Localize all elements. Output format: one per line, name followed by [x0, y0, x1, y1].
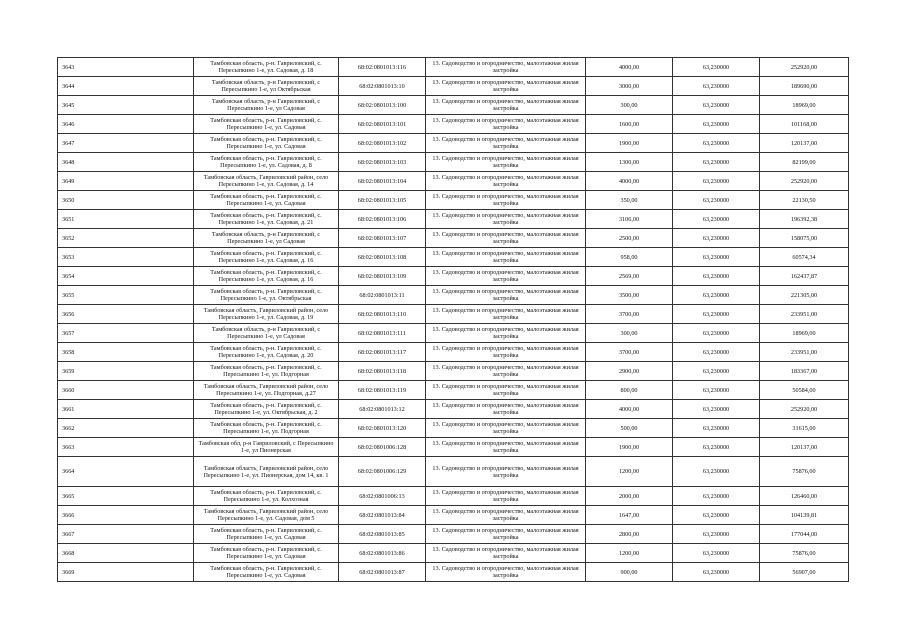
- cadastral-number-cell: 68:02:0801013:101: [339, 115, 426, 134]
- area-cell: 2000,00: [586, 487, 673, 506]
- specific-value-cell: 63,230000: [673, 381, 760, 400]
- cadastral-number-cell: 68:02:0801013:106: [339, 210, 426, 229]
- cadastral-value-cell: 22130,50: [760, 191, 849, 210]
- area-cell: 4000,00: [586, 400, 673, 419]
- cadastral-value-cell: 252920,00: [760, 172, 849, 191]
- row-number: 3654: [58, 267, 194, 286]
- table-row: [58, 438, 849, 457]
- cadastral-value-cell: 233951,00: [760, 343, 849, 362]
- land-use-cell: 13. Садоводство и огородничество, малоэтажная жилая застройка: [426, 381, 586, 400]
- area-cell: 3106,00: [586, 210, 673, 229]
- specific-value-cell: 63,230000: [673, 487, 760, 506]
- land-use-cell: 13. Садоводство и огородничество, малоэтажная жилая застройка: [426, 96, 586, 115]
- address-cell: Тамбовская область, р-н. Гавриловский, с. Пересыпкино 1-е, ул. Садовая: [194, 134, 339, 153]
- address-cell: Тамбовская область, р-н. Гавриловский, с. Пересыпкино 1-е, ул. Садовая: [194, 544, 339, 563]
- cadastral-number-cell: 68:02:0801013:120: [339, 419, 426, 438]
- area-cell: 1200,00: [586, 457, 673, 487]
- table-row: [58, 153, 849, 172]
- row-number: 3656: [58, 305, 194, 324]
- row-number: 3645: [58, 96, 194, 115]
- specific-value-cell: 63,230000: [673, 58, 760, 77]
- row-number: 3660: [58, 381, 194, 400]
- address-cell: Тамбовская область, Гавриловский район, село Пересыпкино 1-е, ул. Садовая, д. 19: [194, 305, 339, 324]
- cadastral-value-cell: 162437,87: [760, 267, 849, 286]
- cadastral-value-cell: 75876,00: [760, 457, 849, 487]
- row-number: 3657: [58, 324, 194, 343]
- specific-value-cell: 63,230000: [673, 525, 760, 544]
- cadastral-number-cell: 68:02:0801013:103: [339, 153, 426, 172]
- address-cell: Тамбовская область, р-н. Гавриловский, с. Пересыпкино 1-е, ул. Садовая: [194, 191, 339, 210]
- specific-value-cell: 63,230000: [673, 563, 760, 582]
- address-cell: Тамбовская область, р-н. Гавриловский, с. Пересыпкино 1-е, ул. Садовая, д. 16: [194, 267, 339, 286]
- cadastral-value-cell: 18969,00: [760, 96, 849, 115]
- table-row: [58, 563, 849, 582]
- table-row: [58, 324, 849, 343]
- area-cell: 3000,00: [586, 77, 673, 96]
- land-use-cell: 13. Садоводство и огородничество, малоэтажная жилая застройка: [426, 153, 586, 172]
- area-cell: 1300,00: [586, 153, 673, 172]
- cadastral-number-cell: 68:02:0801013:110: [339, 305, 426, 324]
- land-use-cell: 13. Садоводство и огородничество, малоэтажная жилая застройка: [426, 544, 586, 563]
- cadastral-value-cell: 126460,00: [760, 487, 849, 506]
- table-row: [58, 487, 849, 506]
- address-cell: Тамбовская область, р-н Гавриловский, с Пересыпкино 1-е, ул Садовая: [194, 229, 339, 248]
- cadastral-value-cell: 183367,00: [760, 362, 849, 381]
- cadastral-number-cell: 68:02:0801006:13: [339, 487, 426, 506]
- cadastral-number-cell: 68:02:0801013:105: [339, 191, 426, 210]
- table-row: [58, 419, 849, 438]
- cadastral-value-cell: 252920,00: [760, 58, 849, 77]
- row-number: 3668: [58, 544, 194, 563]
- area-cell: 2900,00: [586, 362, 673, 381]
- area-cell: 2800,00: [586, 525, 673, 544]
- specific-value-cell: 63,230000: [673, 210, 760, 229]
- row-number: 3651: [58, 210, 194, 229]
- table-row: [58, 115, 849, 134]
- table-row: [58, 172, 849, 191]
- specific-value-cell: 63,230000: [673, 153, 760, 172]
- address-cell: Тамбовская область, р-н. Гавриловский, с. Пересыпкино 1-е, ул. Садовая, д. 20: [194, 343, 339, 362]
- address-cell: Тамбовская обл, р-н Гавриловский, с Пересыпкино 1-е, ул Пионерская: [194, 438, 339, 457]
- land-use-cell: 13. Садоводство и огородничество, малоэтажная жилая застройка: [426, 305, 586, 324]
- land-use-cell: 13. Садоводство и огородничество, малоэтажная жилая застройка: [426, 563, 586, 582]
- cadastral-number-cell: 68:02:0801013:11: [339, 286, 426, 305]
- land-use-cell: 13. Садоводство и огородничество, малоэтажная жилая застройка: [426, 172, 586, 191]
- specific-value-cell: 63,230000: [673, 305, 760, 324]
- cadastral-number-cell: 68:02:0801013:10: [339, 77, 426, 96]
- table-row: [58, 134, 849, 153]
- specific-value-cell: 63,230000: [673, 343, 760, 362]
- specific-value-cell: 63,230000: [673, 438, 760, 457]
- address-cell: Тамбовская область, р-н. Гавриловский, с. Пересыпкино 1-е, ул. Садовая, д. 18: [194, 58, 339, 77]
- land-use-cell: 13. Садоводство и огородничество, малоэтажная жилая застройка: [426, 58, 586, 77]
- specific-value-cell: 63,230000: [673, 286, 760, 305]
- area-cell: 500,00: [586, 419, 673, 438]
- land-use-cell: 13. Садоводство и огородничество, малоэтажная жилая застройка: [426, 438, 586, 457]
- cadastral-value-cell: 31615,00: [760, 419, 849, 438]
- row-number: 3646: [58, 115, 194, 134]
- specific-value-cell: 63,230000: [673, 544, 760, 563]
- cadastral-value-cell: 56907,00: [760, 563, 849, 582]
- address-cell: Тамбовская область, р-н. Гавриловский, с. Пересыпкино 1-е, ул. Садовая: [194, 525, 339, 544]
- row-number: 3658: [58, 343, 194, 362]
- area-cell: 800,00: [586, 381, 673, 400]
- land-use-cell: 13. Садоводство и огородничество, малоэтажная жилая застройка: [426, 525, 586, 544]
- specific-value-cell: 63,230000: [673, 191, 760, 210]
- specific-value-cell: 63,230000: [673, 248, 760, 267]
- row-number: 3665: [58, 487, 194, 506]
- specific-value-cell: 63,230000: [673, 77, 760, 96]
- address-cell: Тамбовская область, р-н Гавриловский, с Пересыпкино 1-е, ул Октябрьская: [194, 77, 339, 96]
- cadastral-number-cell: 68:02:0801013:107: [339, 229, 426, 248]
- table-row: [58, 229, 849, 248]
- row-number: 3662: [58, 419, 194, 438]
- specific-value-cell: 63,230000: [673, 267, 760, 286]
- cadastral-value-cell: 50584,00: [760, 381, 849, 400]
- table-row: [58, 248, 849, 267]
- specific-value-cell: 63,230000: [673, 457, 760, 487]
- row-number: 3655: [58, 286, 194, 305]
- specific-value-cell: 63,230000: [673, 400, 760, 419]
- cadastral-number-cell: 68:02:0801006:129: [339, 457, 426, 487]
- cadastral-value-cell: 60574,34: [760, 248, 849, 267]
- land-use-cell: 13. Садоводство и огородничество, малоэтажная жилая застройка: [426, 506, 586, 525]
- cadastral-value-cell: 189690,00: [760, 77, 849, 96]
- address-cell: Тамбовская область, р-н. Гавриловский, с. Пересыпкино 1-е, ул. Садовая, д. 16: [194, 248, 339, 267]
- cadastral-number-cell: 68:02:0801013:100: [339, 96, 426, 115]
- address-cell: Тамбовская область, Гавриловский район, село Пересыпкино 1-е, ул. Подгорная, д.27: [194, 381, 339, 400]
- table-body: [58, 58, 849, 582]
- cadastral-number-cell: 68:02:0801013:109: [339, 267, 426, 286]
- address-cell: Тамбовская область, р-н. Гавриловский, с. Пересыпкино 1-е, ул. Октябрьская, д. 2: [194, 400, 339, 419]
- table-row: [58, 381, 849, 400]
- table-row: [58, 77, 849, 96]
- specific-value-cell: 63,230000: [673, 115, 760, 134]
- area-cell: 1200,00: [586, 544, 673, 563]
- land-use-cell: 13. Садоводство и огородничество, малоэтажная жилая застройка: [426, 115, 586, 134]
- row-number: 3648: [58, 153, 194, 172]
- land-use-cell: 13. Садоводство и огородничество, малоэтажная жилая застройка: [426, 267, 586, 286]
- specific-value-cell: 63,230000: [673, 172, 760, 191]
- table-row: [58, 343, 849, 362]
- area-cell: 3700,00: [586, 305, 673, 324]
- row-number: 3666: [58, 506, 194, 525]
- area-cell: 4000,00: [586, 58, 673, 77]
- table-row: [58, 400, 849, 419]
- cadastral-value-cell: 120137,00: [760, 438, 849, 457]
- cadastral-number-cell: 68:02:0801013:108: [339, 248, 426, 267]
- table-row: [58, 286, 849, 305]
- address-cell: Тамбовская область, р-н. Гавриловский, с. Пересыпкино 1-е, ул. Садовая, д. 8: [194, 153, 339, 172]
- cadastral-number-cell: 68:02:0801013:87: [339, 563, 426, 582]
- cadastral-value-cell: 158075,00: [760, 229, 849, 248]
- cadastral-value-cell: 82199,00: [760, 153, 849, 172]
- area-cell: 3500,00: [586, 286, 673, 305]
- area-cell: 2500,00: [586, 229, 673, 248]
- address-cell: Тамбовская область, р-н. Гавриловский, с. Пересыпкино 1-е, ул. Садовая, д. 21: [194, 210, 339, 229]
- area-cell: 300,00: [586, 96, 673, 115]
- table-row: [58, 96, 849, 115]
- land-use-cell: 13. Садоводство и огородничество, малоэтажная жилая застройка: [426, 248, 586, 267]
- area-cell: 1900,00: [586, 134, 673, 153]
- address-cell: Тамбовская область, Гавриловский район, село Пересыпкино 1-е, ул. Пионерская, дом 14, кв. 1: [194, 457, 339, 487]
- row-number: 3643: [58, 58, 194, 77]
- cadastral-number-cell: 68:02:0801006:128: [339, 438, 426, 457]
- specific-value-cell: 63,230000: [673, 362, 760, 381]
- area-cell: 2569,00: [586, 267, 673, 286]
- cadastral-value-cell: 75876,00: [760, 544, 849, 563]
- cadastral-number-cell: 68:02:0801013:118: [339, 362, 426, 381]
- land-use-cell: 13. Садоводство и огородничество, малоэтажная жилая застройка: [426, 77, 586, 96]
- address-cell: Тамбовская область, р-н Гавриловский, с Пересыпкино 1-е, ул Садовая: [194, 324, 339, 343]
- address-cell: Тамбовская область, р-н. Гавриловский, с. Пересыпкино 1-е, ул. Колхозная: [194, 487, 339, 506]
- row-number: 3644: [58, 77, 194, 96]
- area-cell: 4000,00: [586, 172, 673, 191]
- address-cell: Тамбовская область, р-н. Гавриловский, с. Пересыпкино 1-е, ул. Октябрьская: [194, 286, 339, 305]
- cadastral-number-cell: 68:02:0801013:84: [339, 506, 426, 525]
- row-number: 3669: [58, 563, 194, 582]
- land-use-cell: 13. Садоводство и огородничество, малоэтажная жилая застройка: [426, 457, 586, 487]
- cadastral-number-cell: 68:02:0801013:119: [339, 381, 426, 400]
- cadastral-number-cell: 68:02:0801013:85: [339, 525, 426, 544]
- table-row: [58, 506, 849, 525]
- land-use-cell: 13. Садоводство и огородничество, малоэтажная жилая застройка: [426, 362, 586, 381]
- table-row: [58, 544, 849, 563]
- cadastral-number-cell: 68:02:0801013:86: [339, 544, 426, 563]
- land-use-cell: 13. Садоводство и огородничество, малоэтажная жилая застройка: [426, 210, 586, 229]
- specific-value-cell: 63,230000: [673, 506, 760, 525]
- area-cell: 958,00: [586, 248, 673, 267]
- table-row: [58, 362, 849, 381]
- cadastral-value-cell: 120137,00: [760, 134, 849, 153]
- table-row: [58, 525, 849, 544]
- address-cell: Тамбовская область, р-н Гавриловский, с Пересыпкино 1-е, ул Садовая: [194, 96, 339, 115]
- cadastral-value-cell: 177044,00: [760, 525, 849, 544]
- table-row: [58, 191, 849, 210]
- cadastral-value-table: [57, 57, 849, 582]
- address-cell: Тамбовская область, Гавриловский район, село Пересыпкино 1-е, ул. Садовая, д. 14: [194, 172, 339, 191]
- table-row: [58, 457, 849, 487]
- row-number: 3663: [58, 438, 194, 457]
- cadastral-value-cell: 18969,00: [760, 324, 849, 343]
- row-number: 3650: [58, 191, 194, 210]
- row-number: 3652: [58, 229, 194, 248]
- area-cell: 3700,00: [586, 343, 673, 362]
- area-cell: 1900,00: [586, 438, 673, 457]
- row-number: 3659: [58, 362, 194, 381]
- specific-value-cell: 63,230000: [673, 419, 760, 438]
- address-cell: Тамбовская область, р-н. Гавриловский, с. Пересыпкино 1-е, ул. Подгорная: [194, 419, 339, 438]
- area-cell: 300,00: [586, 324, 673, 343]
- specific-value-cell: 63,230000: [673, 96, 760, 115]
- cadastral-number-cell: 68:02:0801013:104: [339, 172, 426, 191]
- land-use-cell: 13. Садоводство и огородничество, малоэтажная жилая застройка: [426, 286, 586, 305]
- land-use-cell: 13. Садоводство и огородничество, малоэтажная жилая застройка: [426, 134, 586, 153]
- cadastral-value-cell: 252920,00: [760, 400, 849, 419]
- area-cell: 900,00: [586, 563, 673, 582]
- cadastral-number-cell: 68:02:0801013:102: [339, 134, 426, 153]
- area-cell: 350,00: [586, 191, 673, 210]
- specific-value-cell: 63,230000: [673, 229, 760, 248]
- address-cell: Тамбовская область, р-н. Гавриловский, с. Пересыпкино 1-е, ул. Подгорная: [194, 362, 339, 381]
- table-row: [58, 267, 849, 286]
- row-number: 3661: [58, 400, 194, 419]
- area-cell: 1647,00: [586, 506, 673, 525]
- row-number: 3653: [58, 248, 194, 267]
- cadastral-value-cell: 104139,81: [760, 506, 849, 525]
- cadastral-number-cell: 68:02:0801013:117: [339, 343, 426, 362]
- cadastral-number-cell: 68:02:0801013:116: [339, 58, 426, 77]
- cadastral-value-cell: 221305,00: [760, 286, 849, 305]
- table-row: [58, 305, 849, 324]
- specific-value-cell: 63,230000: [673, 134, 760, 153]
- row-number: 3667: [58, 525, 194, 544]
- land-use-cell: 13. Садоводство и огородничество, малоэтажная жилая застройка: [426, 343, 586, 362]
- row-number: 3664: [58, 457, 194, 487]
- address-cell: Тамбовская область, Гавриловский район, село Пересыпкино 1-е, ул. Садовая, дом 5: [194, 506, 339, 525]
- table-row: [58, 210, 849, 229]
- table-row: [58, 58, 849, 77]
- cadastral-number-cell: 68:02:0801013:12: [339, 400, 426, 419]
- cadastral-value-cell: 196392,38: [760, 210, 849, 229]
- land-use-cell: 13. Садоводство и огородничество, малоэтажная жилая застройка: [426, 324, 586, 343]
- address-cell: Тамбовская область, р-н. Гавриловский, с. Пересыпкино 1-е, ул. Садовая: [194, 115, 339, 134]
- land-use-cell: 13. Садоводство и огородничество, малоэтажная жилая застройка: [426, 419, 586, 438]
- area-cell: 1600,00: [586, 115, 673, 134]
- cadastral-value-cell: 101168,00: [760, 115, 849, 134]
- land-use-cell: 13. Садоводство и огородничество, малоэтажная жилая застройка: [426, 400, 586, 419]
- specific-value-cell: 63,230000: [673, 324, 760, 343]
- land-use-cell: 13. Садоводство и огородничество, малоэтажная жилая застройка: [426, 191, 586, 210]
- cadastral-value-cell: 233951,00: [760, 305, 849, 324]
- row-number: 3649: [58, 172, 194, 191]
- address-cell: Тамбовская область, р-н. Гавриловский, с. Пересыпкино 1-е, ул. Садовая: [194, 563, 339, 582]
- cadastral-number-cell: 68:02:0801013:111: [339, 324, 426, 343]
- land-use-cell: 13. Садоводство и огородничество, малоэтажная жилая застройка: [426, 487, 586, 506]
- land-use-cell: 13. Садоводство и огородничество, малоэтажная жилая застройка: [426, 229, 586, 248]
- row-number: 3647: [58, 134, 194, 153]
